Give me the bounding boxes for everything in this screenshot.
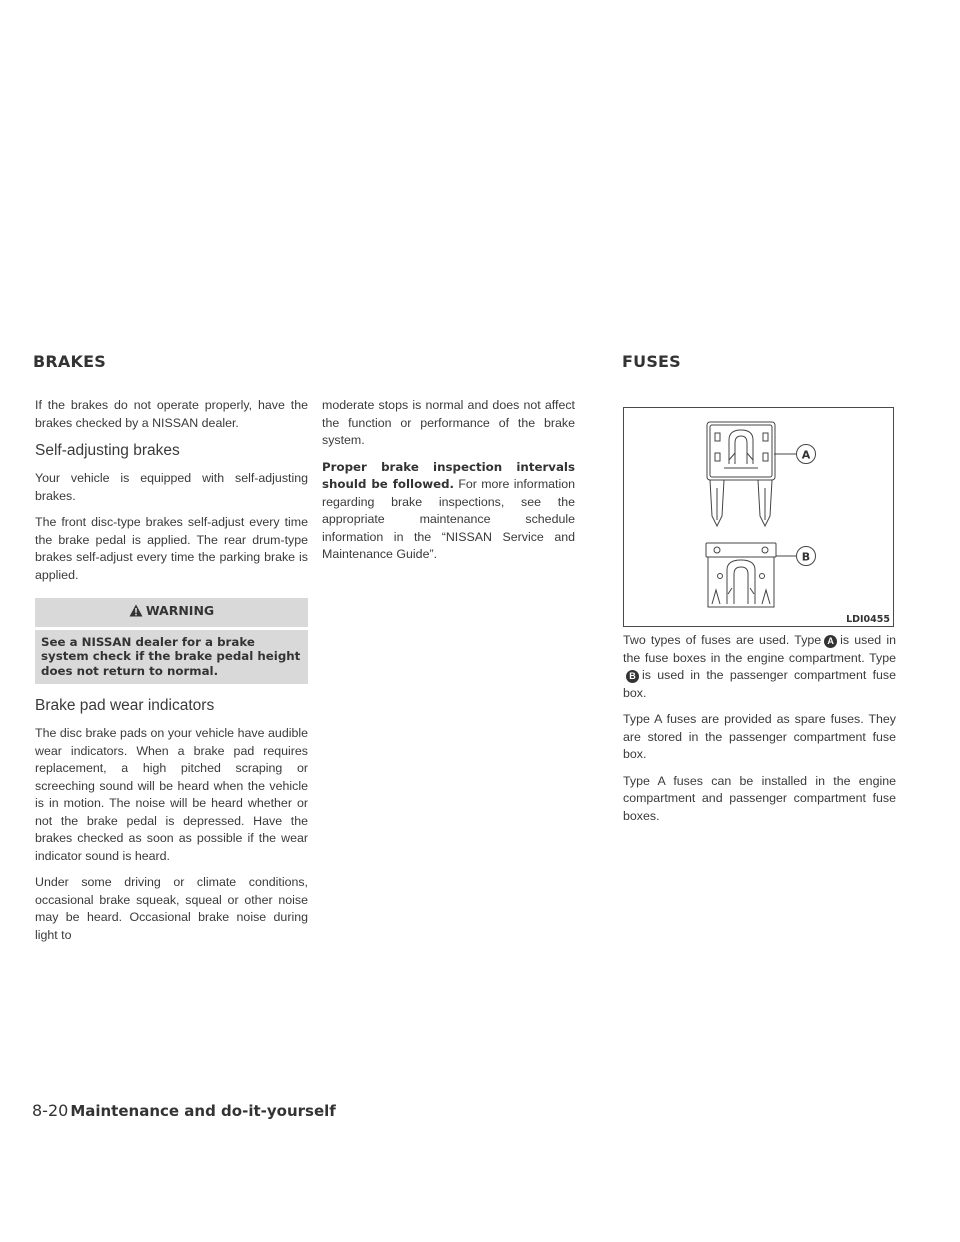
fuse-b-drawing: [706, 543, 776, 607]
brakes-intro-paragraph: If the brakes do not operate properly, have the brakes checked by a NISSAN dealer.: [35, 398, 308, 430]
fuse-p1-mid: is used in the fuse boxes in the engine compartment. Type: [623, 633, 896, 665]
inspection-bold-text: Proper brake inspection intervals should be followed.: [322, 459, 575, 491]
type-b-marker: B: [626, 670, 639, 683]
brake-noise-continuation: moderate stops is normal and does not affect the function or performance of the brake system.: [322, 398, 575, 447]
brakes-column-2: [322, 397, 575, 573]
figure-label-b: B: [801, 550, 811, 564]
brake-pad-paragraph-1: The disc brake pads on your vehicle have audible wear indicators. When a brake pad requires replacement, a high pitched scraping or screeching sound will be heard when the vehicle is in motion. The noise will be heard whether or not the brake pedal is depressed. Have the brakes checked as soon as possible if the wear indicator sound is heard.: [35, 726, 308, 863]
page-number: 8-20: [32, 1101, 69, 1120]
self-adjusting-heading: Self-adjusting brakes: [35, 442, 180, 459]
brakes-column-1: [35, 397, 308, 953]
type-a-marker: A: [824, 635, 837, 648]
figure-label-a: A: [801, 448, 811, 462]
warning-triangle-icon: [129, 604, 143, 622]
warning-label: WARNING: [145, 603, 215, 618]
brake-pad-paragraph-2: Under some driving or climate conditions, occasional brake squeak, squeal or other noise may be heard. Occasional brake noise during light to: [35, 875, 308, 942]
brake-inspection-paragraph: [322, 459, 575, 564]
fuses-column: [623, 632, 896, 834]
fuse-p1-start: Two types of fuses are used. Type: [623, 633, 822, 647]
page-footer: [32, 1101, 336, 1121]
fuses-section-title: FUSES: [622, 352, 681, 371]
figure-code: LDI0455: [846, 614, 890, 625]
fuse-a-drawing: [707, 422, 775, 526]
brake-pad-heading: Brake pad wear indicators: [35, 697, 215, 714]
fuse-types-figure: [623, 407, 894, 627]
fuse-install-paragraph: Type A fuses can be installed in the engine compartment and passenger compartment fuse boxes.: [623, 773, 896, 823]
warning-box: [35, 598, 308, 684]
warning-header: [35, 598, 308, 627]
fuse-types-paragraph: [623, 632, 896, 702]
inspection-text: For more information regarding brake inspections, see the appropriate maintenance schedule information in the “NISSAN Service and Maintenance Guide”.: [322, 477, 576, 561]
fuse-spare-paragraph: Type A fuses are provided as spare fuses. They are stored in the passenger compartment fuse box.: [623, 712, 896, 761]
warning-text: See a NISSAN dealer for a brake system check if the brake pedal height does not return to normal.: [41, 634, 301, 678]
self-adjusting-paragraph-2: The front disc-type brakes self-adjust every time the brake pedal is applied. The rear drum-type brakes self-adjust every time the parking brake is applied.: [35, 515, 308, 582]
fuse-p1-end: is used in the passenger compartment fuse box.: [623, 668, 896, 700]
chapter-title: Maintenance and do-it-yourself: [70, 1102, 336, 1120]
brakes-section-title: BRAKES: [33, 352, 106, 371]
fuse-illustration: [624, 408, 893, 626]
self-adjusting-paragraph-1: Your vehicle is equipped with self-adjusting brakes.: [35, 471, 308, 503]
